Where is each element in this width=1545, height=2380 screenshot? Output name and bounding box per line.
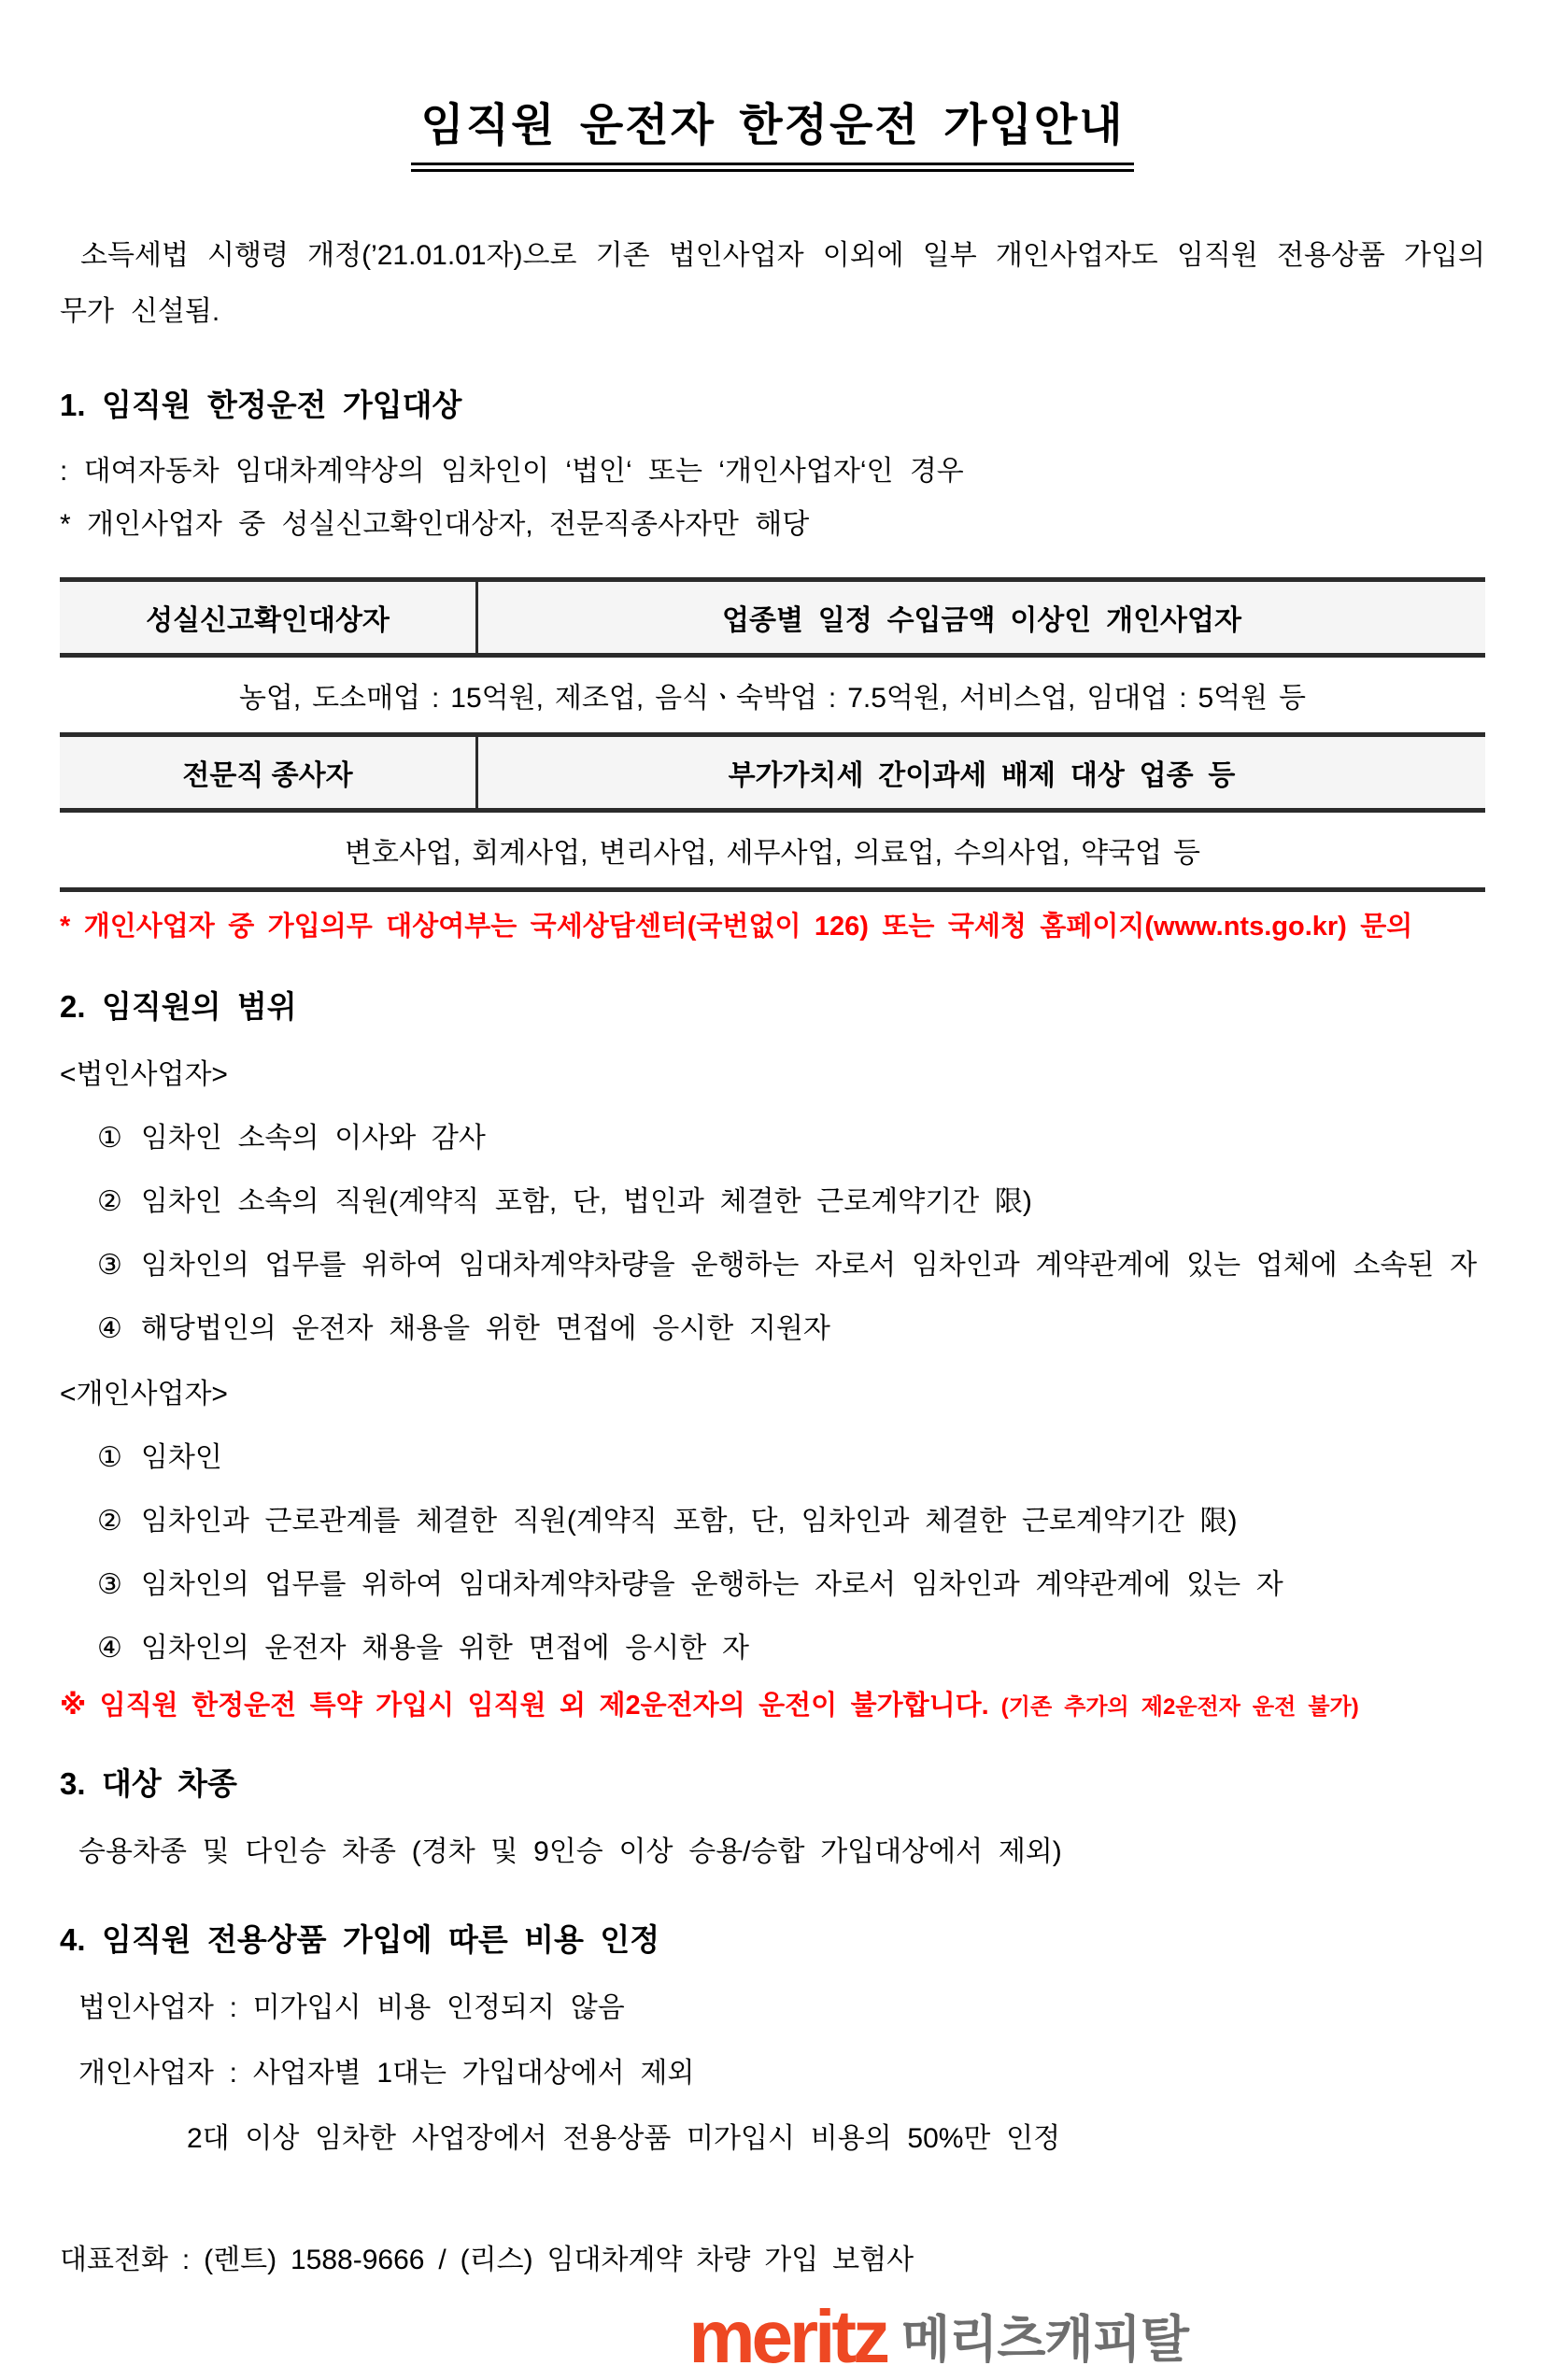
item-number: ② [97,1186,122,1217]
section1-line1: : 대여자동차 임대차계약상의 임차인이 ‘법인‘ 또는 ‘개인사업자‘인 경우 [60,456,964,487]
individual-group-label: <개인사업자> [60,1379,228,1410]
tax-inquiry-note: * 개인사업자 중 가입의무 대상여부는 국세상담센터(국번없이 126) 또는 국세청 홈페이지(www.nts.go.kr) 문의 [60,912,1413,942]
company-logo [60,2294,1485,2380]
item-number: ① [97,1442,122,1473]
section1-line2: * 개인사업자 중 성실신고확인대상자, 전문직종사자만 해당 [60,509,810,540]
warning-sub-text: (기존 추가의 제2운전자 운전 불가) [988,1694,1359,1720]
second-driver-warning [60,1684,1485,1722]
section1-heading: 1. 임직원 한정운전 가입대상 [60,388,462,422]
table-header-cell-sincere-reporter: 성실신고확인대상자 [60,582,478,653]
title-wrap [60,89,1485,172]
page-title: 임직원 운전자 한정운전 가입안내 [411,89,1133,172]
table-header-cell-vat-excluded: 부가가치세 간이과세 배제 대상 업종 등 [728,760,1236,791]
item-text: 해당법인의 운전자 채용을 위한 면접에 응시한 지원자 [140,1313,830,1344]
meritz-logo-latin: meritz [688,2295,887,2378]
list-item [60,1561,1485,1602]
list-item [60,1114,1485,1155]
section4-line3: 2대 이상 임차한 사업장에서 전용상품 미가입시 비용의 50%만 인정 [187,2123,1061,2154]
list-item [60,1241,1485,1282]
item-number: ④ [97,1633,122,1664]
corporate-group-label: <법인사업자> [60,1059,228,1090]
list-item [60,1305,1485,1346]
table-header-cell-income-threshold: 업종별 일정 수입금액 이상인 개인사업자 [722,605,1241,636]
section4-line2: 개인사업자 : 사업자별 1대는 가입대상에서 제외 [78,2058,695,2089]
item-number: ② [97,1506,122,1537]
item-text: 임차인 소속의 직원(계약직 포함, 단, 법인과 체결한 근로계약기간 限) [140,1186,1032,1217]
list-item [60,1178,1485,1219]
item-text: 임차인 [140,1442,222,1473]
table-header-row-2 [60,732,1485,813]
item-text: 임차인의 업무를 위하여 임대차계약차량을 운행하는 자로서 임차인과 계약관계에 있는 자 [140,1569,1283,1600]
list-item [60,1624,1485,1665]
section3-body: 승용차종 및 다인승 차종 (경차 및 9인승 이상 승용/승합 가입대상에서 제외) [78,1836,1062,1867]
eligibility-table [60,577,1485,892]
item-number: ④ [97,1313,122,1344]
section4-line1: 법인사업자 : 미가입시 비용 인정되지 않음 [78,1992,625,2023]
meritz-logo-korean: 메리츠캐피탈 [901,2312,1188,2368]
list-item [60,1434,1485,1475]
item-number: ③ [97,1250,122,1281]
item-text: 임차인의 업무를 위하여 임대차계약차량을 운행하는 자로서 임차인과 계약관계에 있는 업체에 소속된 자 [140,1250,1478,1281]
item-text: 임차인의 운전자 채용을 위한 면접에 응시한 자 [140,1633,749,1664]
section4-heading: 4. 임직원 전용상품 가입에 따른 비용 인정 [60,1922,660,1957]
table-header-cell-professional: 전문직 종사자 [60,737,478,808]
intro-paragraph: 소득세법 시행령 개정(’21.01.01자)으로 기존 법인사업자 이외에 일부 개인사업자도 임직원 전용상품 가입의무가 신설됨. [60,240,1485,327]
item-number: ① [97,1123,122,1154]
table-header-row-1 [60,577,1485,658]
warning-main-text: ※ 임직원 한정운전 특약 가입시 임직원 외 제2운전자의 운전이 불가합니다. [60,1691,989,1721]
table-data-row-1: 농업, 도소매업 : 15억원, 제조업, 음식ㆍ숙박업 : 7.5억원, 서비스업, 임대업 : 5억원 등 [238,683,1307,714]
list-item [60,1497,1485,1538]
representative-phone-line: 대표전화 : (렌트) 1588-9666 / (리스) 임대차계약 차량 가입 보험사 [60,2245,914,2275]
item-number: ③ [97,1569,122,1600]
table-data-row-2: 변호사업, 회계사업, 변리사업, 세무사업, 의료업, 수의사업, 약국업 등 [344,838,1200,869]
item-text: 임차인과 근로관계를 체결한 직원(계약직 포함, 단, 임차인과 체결한 근로계약기간 限) [140,1506,1238,1537]
item-text: 임차인 소속의 이사와 감사 [140,1123,486,1154]
section3-heading: 3. 대상 차종 [60,1766,237,1801]
section2-heading: 2. 임직원의 범위 [60,989,297,1024]
